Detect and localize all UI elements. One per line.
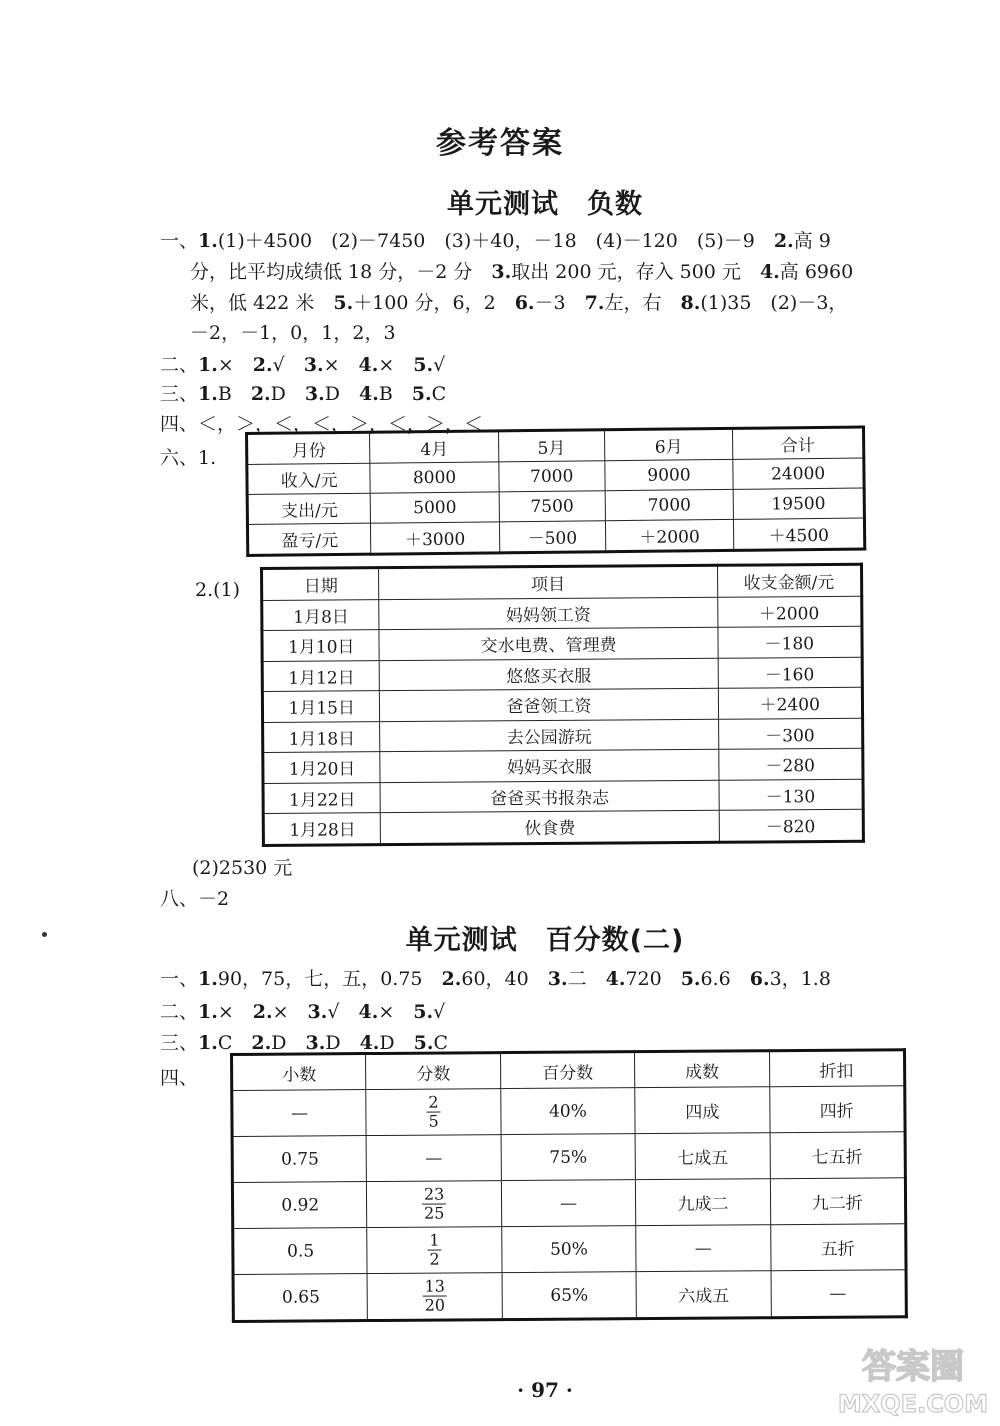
table-cell: 六成五: [636, 1271, 771, 1319]
fraction-denominator: 5: [428, 1111, 439, 1131]
sec1-line: [190, 257, 853, 287]
table-row: [262, 657, 862, 692]
table-row: [232, 1178, 905, 1229]
q4-label: 四、: [160, 1067, 199, 1089]
table-cell: －130: [719, 779, 864, 811]
answer-text: √: [272, 354, 304, 376]
q6-2-2-answer: (2)2530 元: [192, 857, 293, 879]
column-header: 6月: [604, 428, 733, 460]
question-number: 4.: [759, 261, 780, 283]
table-cell: 七五折: [770, 1132, 906, 1179]
question-number: 4.: [358, 1001, 379, 1023]
question-number: 3.: [307, 1001, 328, 1023]
table-cell: 24000: [733, 458, 864, 489]
answer-text: D: [325, 1032, 360, 1054]
question-number: 7.: [584, 292, 605, 314]
column-header: 小数: [232, 1054, 367, 1091]
column-header: 合计: [733, 427, 864, 459]
table-cell: 去公园游玩: [380, 719, 718, 752]
question-number: 2.: [252, 354, 273, 376]
question-number: 6.: [749, 968, 770, 990]
answer-text: D: [324, 383, 359, 405]
watermark-line1: 答案圈: [862, 1347, 964, 1387]
table-cell: 0.92: [232, 1182, 367, 1229]
question-number: 2.: [250, 383, 271, 405]
answer-text: D: [270, 383, 305, 405]
question-number: 4.: [605, 968, 626, 990]
table-cell: 0.65: [233, 1274, 368, 1322]
question-number: 2.: [251, 1032, 272, 1054]
table-cell: 1月8日: [262, 599, 380, 630]
answer-text: 60，40: [461, 968, 548, 990]
question-number: 5.: [333, 292, 354, 314]
answer-text: 取出 200 元，存入 500 元: [511, 261, 760, 283]
sec1-line: [160, 226, 831, 256]
answer-text: 一、: [160, 968, 199, 990]
table-cell: 爸爸买书报杂志: [380, 780, 718, 813]
question-number: 8.: [680, 292, 701, 314]
question-number: 5.: [411, 383, 432, 405]
question-number: 4.: [358, 354, 379, 376]
table-row: [232, 1086, 905, 1137]
watermark-logo: [828, 1340, 998, 1420]
answer-text: ×: [378, 1001, 414, 1023]
table-cell: 5000: [370, 492, 499, 523]
answer-text: (1)＋4500 (2)－7450 (3)＋40，－18 (4)－120 (5)－9: [217, 230, 774, 252]
answer-text: 四、＜，＞，＜，＜，＞，＜，＞，＜: [160, 413, 484, 435]
question-number: 5.: [413, 354, 434, 376]
question-number: 3.: [491, 261, 512, 283]
answer-text: C: [433, 1032, 449, 1054]
table-cell: 65%: [502, 1272, 637, 1320]
question-number: 2.: [252, 1001, 273, 1023]
table-cell: 19500: [733, 488, 864, 519]
fraction-denominator: 25: [424, 1203, 445, 1223]
table-cell: ＋2400: [718, 687, 863, 719]
table-cell: —: [367, 1135, 502, 1182]
table-cell: 40%: [501, 1088, 636, 1135]
fraction-numerator: 13: [423, 1277, 447, 1296]
table-cell: 9000: [605, 459, 734, 490]
table-cell: 1月15日: [262, 691, 380, 722]
table-cell: —: [232, 1090, 367, 1137]
sec2-line: [160, 964, 831, 994]
question-number: 1.: [198, 230, 218, 252]
fraction-numerator: 2: [426, 1094, 440, 1113]
table-row: [233, 1270, 906, 1322]
table-row: [262, 687, 862, 722]
q6-1-label: 六、1.: [160, 447, 217, 469]
answer-text: 6.6: [700, 968, 750, 990]
question-number: 1.: [198, 383, 218, 405]
answer-text: 二: [567, 968, 606, 990]
answer-text: √: [327, 1001, 359, 1023]
table-row: [262, 596, 862, 631]
question-number: 5.: [413, 1032, 434, 1054]
table-cell: 伙食费: [381, 810, 719, 844]
column-header: 5月: [498, 430, 604, 462]
question-number: 1.: [198, 354, 218, 376]
column-header: 项目: [379, 565, 717, 599]
fraction: [427, 1232, 441, 1269]
table-cell: 1月10日: [262, 630, 380, 661]
table-cell: [366, 1089, 501, 1136]
answer-text: ×: [378, 354, 414, 376]
question-number: 1.: [198, 968, 218, 990]
fraction: [426, 1094, 440, 1131]
table-cell: —: [636, 1225, 771, 1272]
table-cell: －820: [719, 809, 864, 842]
column-header: 百分数: [500, 1052, 635, 1089]
answer-text: 720: [625, 968, 681, 990]
answer-text: 三、: [160, 1032, 199, 1054]
question-number: 1.: [198, 1032, 218, 1054]
table-cell: 爸爸领工资: [380, 688, 718, 721]
section-title-negative-numbers: 单元测试 负数: [447, 189, 643, 220]
answer-text: ×: [323, 354, 359, 376]
column-header: 月份: [247, 432, 371, 464]
answer-text: ×: [217, 354, 253, 376]
table-row: [263, 779, 863, 814]
fraction-numerator: 23: [422, 1185, 446, 1204]
table-cell: 七成五: [635, 1133, 770, 1180]
table-row: [232, 1132, 905, 1183]
table-cell: 7500: [499, 491, 605, 522]
answer-text: ×: [272, 1001, 308, 1023]
table-cell: 1月22日: [263, 782, 381, 813]
table-cell: 8000: [370, 462, 499, 493]
question-number: 3.: [305, 1032, 326, 1054]
answer-text: 三、: [160, 383, 199, 405]
table-income-expense: [260, 563, 865, 847]
q8-answer: 八、－2: [160, 888, 230, 910]
answer-text: 90，75，七，五，0.75: [217, 968, 442, 990]
table-cell: 1月20日: [263, 752, 381, 783]
table-cell: 支出/元: [247, 493, 371, 524]
table-cell: ＋4500: [734, 518, 865, 550]
question-number: 1.: [198, 1001, 218, 1023]
question-number: 2.: [441, 968, 462, 990]
table-cell: 妈妈领工资: [379, 597, 717, 630]
table-cell: 五折: [770, 1224, 906, 1271]
column-header: 折扣: [769, 1050, 905, 1087]
answer-text: 米，低 422 米: [190, 292, 334, 314]
table-row: [247, 518, 864, 555]
answer-text: －3: [534, 292, 585, 314]
answer-text: D: [379, 1032, 414, 1054]
table-cell: 1月28日: [263, 813, 381, 845]
table-decimal-fraction-percent: [230, 1048, 908, 1323]
table-cell: 0.5: [233, 1228, 368, 1275]
table-cell: 交水电费、管理费: [379, 627, 717, 660]
table-row: [262, 626, 862, 661]
answer-text: √: [433, 1001, 446, 1023]
table-cell: 7000: [605, 489, 734, 520]
table-cell: ＋3000: [371, 522, 500, 554]
table-cell: —: [771, 1270, 907, 1318]
table-row: [263, 748, 863, 783]
answer-text: 一、: [160, 230, 199, 252]
table-cell: 50%: [502, 1226, 637, 1273]
answer-text: 高 9: [793, 230, 831, 252]
table-monthly-balance: [245, 426, 866, 557]
column-header: 分数: [366, 1053, 501, 1090]
page-title: 参考答案: [436, 126, 564, 161]
column-header: 日期: [262, 568, 380, 600]
answer-text: 高 6960: [779, 261, 854, 283]
answer-text: D: [271, 1032, 306, 1054]
question-number: 4.: [359, 1032, 380, 1054]
fraction: [423, 1277, 448, 1314]
answer-text: C: [431, 383, 447, 405]
fraction-numerator: 1: [427, 1232, 441, 1251]
table-cell: －180: [718, 626, 863, 658]
answer-text: 分，比平均成绩低 18 分，－2 分: [190, 261, 492, 283]
page-number: · 97 ·: [517, 1378, 573, 1402]
answer-text: 二、: [160, 1001, 199, 1023]
table-cell: 1月12日: [262, 660, 380, 691]
table-cell: —: [501, 1180, 636, 1227]
fraction-denominator: 20: [424, 1295, 446, 1315]
table-cell: 九二折: [770, 1178, 906, 1225]
answer-text: C: [217, 1032, 252, 1054]
table-row: [263, 809, 863, 845]
table-cell: 0.75: [232, 1136, 367, 1183]
sec2-line: [160, 997, 445, 1027]
answer-text: ＋100 分，6，2: [353, 292, 515, 314]
table-cell: [367, 1273, 502, 1321]
sec1-line: [190, 288, 847, 318]
fraction-denominator: 2: [429, 1249, 440, 1269]
table-cell: 妈妈买衣服: [380, 749, 718, 782]
answer-text: 3，1.8: [769, 968, 831, 990]
table-cell: 悠悠买衣服: [380, 658, 718, 691]
section-title-percent: 单元测试 百分数(二): [405, 925, 685, 956]
answer-text: －2，－1，0，1，2，3: [190, 322, 396, 344]
table-cell: 1月18日: [263, 721, 381, 752]
table-cell: 四折: [769, 1086, 905, 1133]
watermark-line2: MXQE.COM: [837, 1390, 989, 1418]
table-cell: 盈亏/元: [247, 523, 371, 555]
table-cell: －500: [499, 521, 605, 553]
sec1-line: [160, 350, 445, 380]
question-number: 3.: [547, 968, 568, 990]
table-cell: 75%: [501, 1134, 636, 1181]
column-header: 收支金额/元: [717, 564, 862, 597]
fraction: [422, 1185, 447, 1222]
answer-text: √: [433, 354, 446, 376]
answer-text: B: [217, 383, 251, 405]
table-cell: －160: [718, 657, 863, 689]
column-header: 成数: [635, 1051, 770, 1088]
sec1-line: [190, 318, 396, 348]
table-cell: [367, 1181, 502, 1228]
column-header: 4月: [370, 431, 499, 463]
sec1-line: [160, 379, 446, 409]
table-cell: －280: [718, 748, 863, 780]
question-number: 2.: [773, 230, 794, 252]
table-cell: 九成二: [636, 1179, 771, 1226]
table-cell: 四成: [635, 1087, 770, 1134]
question-number: 5.: [680, 968, 701, 990]
table-cell: ＋2000: [717, 596, 862, 628]
table-row: [233, 1224, 906, 1275]
table-row: [263, 718, 863, 753]
question-number: 5.: [413, 1001, 434, 1023]
answer-text: 二、: [160, 354, 199, 376]
table-cell: 收入/元: [247, 463, 371, 494]
question-number: 3.: [303, 354, 324, 376]
question-number: 6.: [514, 292, 535, 314]
q6-2-label: 2.(1): [195, 579, 241, 601]
table-cell: 7000: [499, 461, 605, 492]
answer-text: (1)35 (2)－3，: [700, 292, 848, 314]
table-cell: －300: [718, 718, 863, 750]
answer-text: ×: [217, 1001, 253, 1023]
table-cell: [367, 1227, 502, 1274]
question-number: 4.: [358, 383, 379, 405]
answer-text: 左，右: [604, 292, 681, 314]
question-number: 3.: [304, 383, 325, 405]
table-cell: ＋2000: [605, 519, 734, 551]
answer-text: B: [378, 383, 412, 405]
